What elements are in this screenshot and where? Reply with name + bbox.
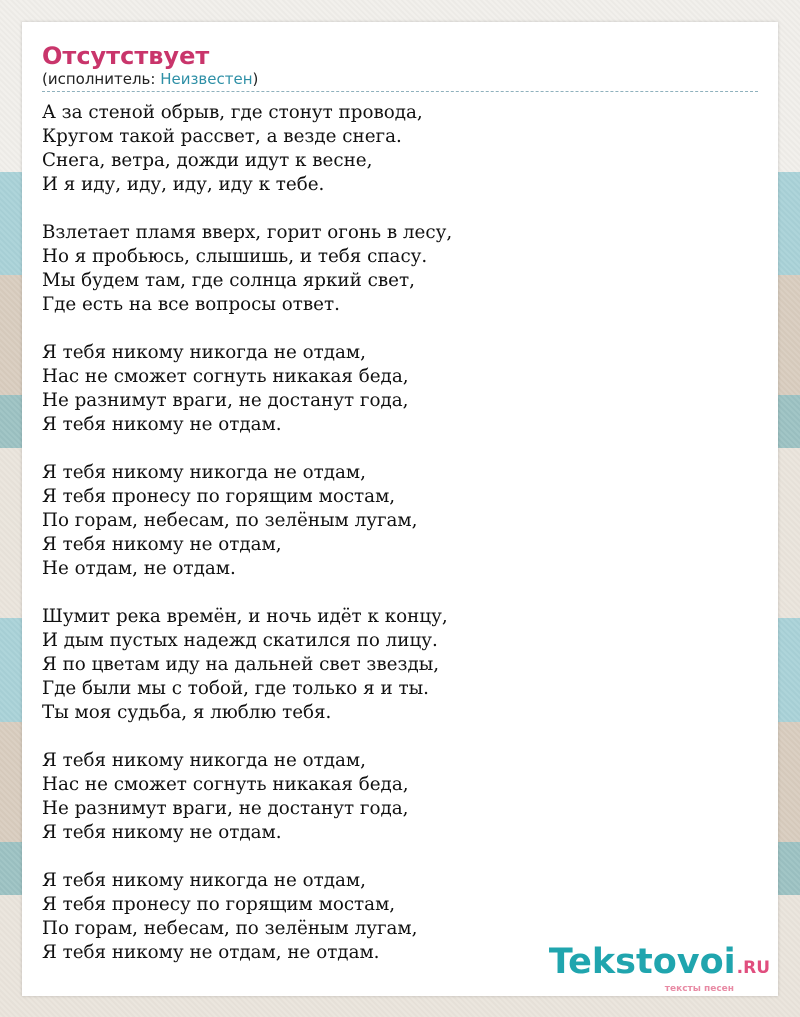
lyrics-line: Нас не сможет согнуть никакая беда, — [42, 774, 409, 795]
lyrics-text — [42, 101, 758, 965]
lyrics-line: И я иду, иду, иду, иду к тебе. — [42, 174, 325, 195]
lyrics-line: А за стеной обрыв, где стонут провода, — [42, 102, 423, 123]
lyrics-line: Я тебя никому не отдам, — [42, 534, 282, 555]
lyrics-stanza — [42, 221, 758, 317]
lyrics-stanza — [42, 461, 758, 581]
lyrics-stanza — [42, 101, 758, 197]
artist-link[interactable]: Неизвестен — [160, 70, 253, 88]
logo-name: Tekstovoi — [548, 942, 736, 982]
site-logo[interactable] — [549, 943, 770, 994]
lyrics-line: Я по цветам иду на дальней свет звезды, — [42, 654, 440, 675]
lyrics-line: По горам, небесам, по зелёным лугам, — [42, 510, 418, 531]
lyrics-card — [22, 22, 778, 996]
lyrics-line: Где есть на все вопросы ответ. — [42, 294, 340, 315]
performer-line — [42, 70, 758, 89]
lyrics-line: Я тебя никому никогда не отдам, — [42, 342, 366, 363]
lyrics-line: Нас не сможет согнуть никакая беда, — [42, 366, 409, 387]
performer-suffix: ) — [252, 70, 259, 88]
song-header — [42, 42, 758, 92]
lyrics-line: Я тебя никому не отдам, не отдам. — [42, 942, 380, 963]
lyrics-line: Взлетает пламя вверх, горит огонь в лесу, — [42, 222, 453, 243]
lyrics-stanza — [42, 341, 758, 437]
lyrics-line: Не отдам, не отдам. — [42, 558, 236, 579]
lyrics-line: Я тебя никому никогда не отдам, — [42, 750, 366, 771]
lyrics-line: Я тебя пронесу по горящим мостам, — [42, 486, 396, 507]
lyrics-line: Где были мы с тобой, где только я и ты. — [42, 678, 429, 699]
lyrics-line: Не разнимут враги, не достанут года, — [42, 798, 409, 819]
lyrics-line: Снега, ветра, дожди идут к весне, — [42, 150, 373, 171]
lyrics-line: Я тебя никому никогда не отдам, — [42, 462, 366, 483]
lyrics-line: По горам, небесам, по зелёным лугам, — [42, 918, 418, 939]
lyrics-line: Я тебя никому не отдам. — [42, 822, 282, 843]
lyrics-line: Не разнимут враги, не достанут года, — [42, 390, 409, 411]
lyrics-stanza — [42, 605, 758, 725]
logo-wordmark — [549, 943, 770, 987]
logo-tagline: тексты песен — [664, 984, 734, 994]
lyrics-line: Я тебя пронесу по горящим мостам, — [42, 894, 396, 915]
lyrics-stanza — [42, 749, 758, 845]
performer-prefix: (исполнитель: — [42, 70, 161, 88]
lyrics-line: Кругом такой рассвет, а везде снега. — [42, 126, 402, 147]
lyrics-line: Мы будем там, где солнца яркий свет, — [42, 270, 415, 291]
lyrics-line: Ты моя судьба, я люблю тебя. — [42, 702, 332, 723]
lyrics-line: И дым пустых надежд скатился по лицу. — [42, 630, 438, 651]
logo-tld: .RU — [736, 958, 770, 978]
song-title: Отсутствует — [42, 42, 210, 70]
lyrics-line: Я тебя никому не отдам. — [42, 414, 282, 435]
lyrics-line: Шумит река времён, и ночь идёт к концу, — [42, 606, 448, 627]
lyrics-line: Я тебя никому никогда не отдам, — [42, 870, 366, 891]
lyrics-line: Но я пробьюсь, слышишь, и тебя спасу. — [42, 246, 428, 267]
